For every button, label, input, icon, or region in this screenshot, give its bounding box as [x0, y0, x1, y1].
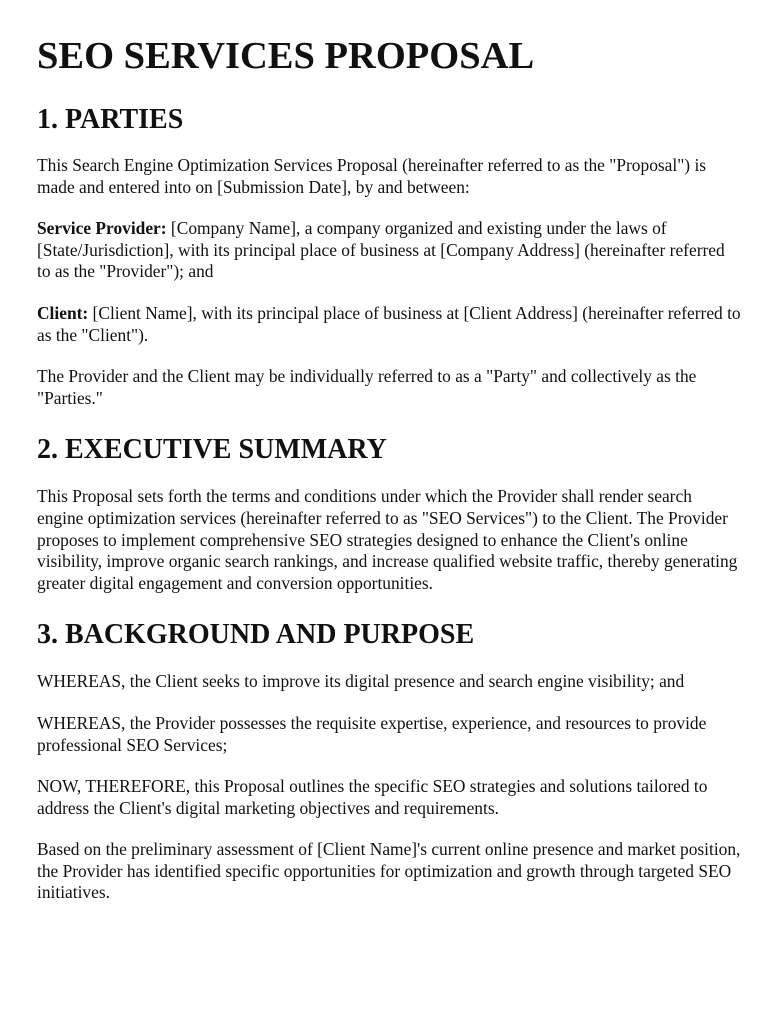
- executive-summary-paragraph: This Proposal sets forth the terms and conditions under which the Provider shall render search engine optimization services (hereinafter referred to as "SEO Services") to the Client. The Provider proposes to implement comprehensive SEO strategies designed to enhance the Client's online visibility, improve organic search rankings, and increase qualified website traffic, thereby generating greater digital engagement and conversion opportunities.: [37, 486, 738, 593]
- section-heading-background-purpose: 3. BACKGROUND AND PURPOSE: [37, 619, 475, 651]
- section-heading-parties: 1. PARTIES: [37, 104, 184, 135]
- client-label: Client:: [37, 302, 89, 323]
- service-provider-label: Service Provider:: [37, 218, 167, 239]
- parties-definition-paragraph: The Provider and the Client may be individually referred to as a "Party" and collectively as the "Parties.": [37, 366, 697, 408]
- whereas-provider-paragraph: WHEREAS, the Provider possesses the requisite expertise, experience, and resources to provide professional SEO Services;: [37, 712, 707, 755]
- document-page: [37, 0, 742, 904]
- document-title: SEO SERVICES PROPOSAL: [37, 35, 535, 77]
- parties-intro-paragraph: This Search Engine Optimization Services Proposal (hereinafter referred to as the "Proposal") is made and entered into on [Submission Date], by and between:: [37, 155, 707, 197]
- whereas-client-paragraph: WHEREAS, the Client seeks to improve its digital presence and search engine visibility; and: [37, 671, 685, 692]
- now-therefore-paragraph: NOW, THEREFORE, this Proposal outlines the specific SEO strategies and solutions tailored to address the Client's digital marketing objectives and requirements.: [37, 776, 708, 818]
- service-provider-paragraph: [37, 218, 742, 283]
- section-heading-executive-summary: 2. EXECUTIVE SUMMARY: [37, 434, 387, 466]
- service-provider-text: [Company Name], a company organized and existing under the laws of [State/Jurisdiction], with its principal place of business at [Company Address] (hereinafter referred to as the "Provider"); and: [37, 218, 725, 282]
- client-paragraph: [37, 303, 742, 346]
- client-text: [Client Name], with its principal place of business at [Client Address] (hereinafter referred to as the "Client").: [37, 302, 741, 345]
- assessment-paragraph: Based on the preliminary assessment of [Client Name]'s current online presence and market position, the Provider has identified specific opportunities for optimization and growth through targeted SEO initiatives.: [37, 839, 741, 903]
